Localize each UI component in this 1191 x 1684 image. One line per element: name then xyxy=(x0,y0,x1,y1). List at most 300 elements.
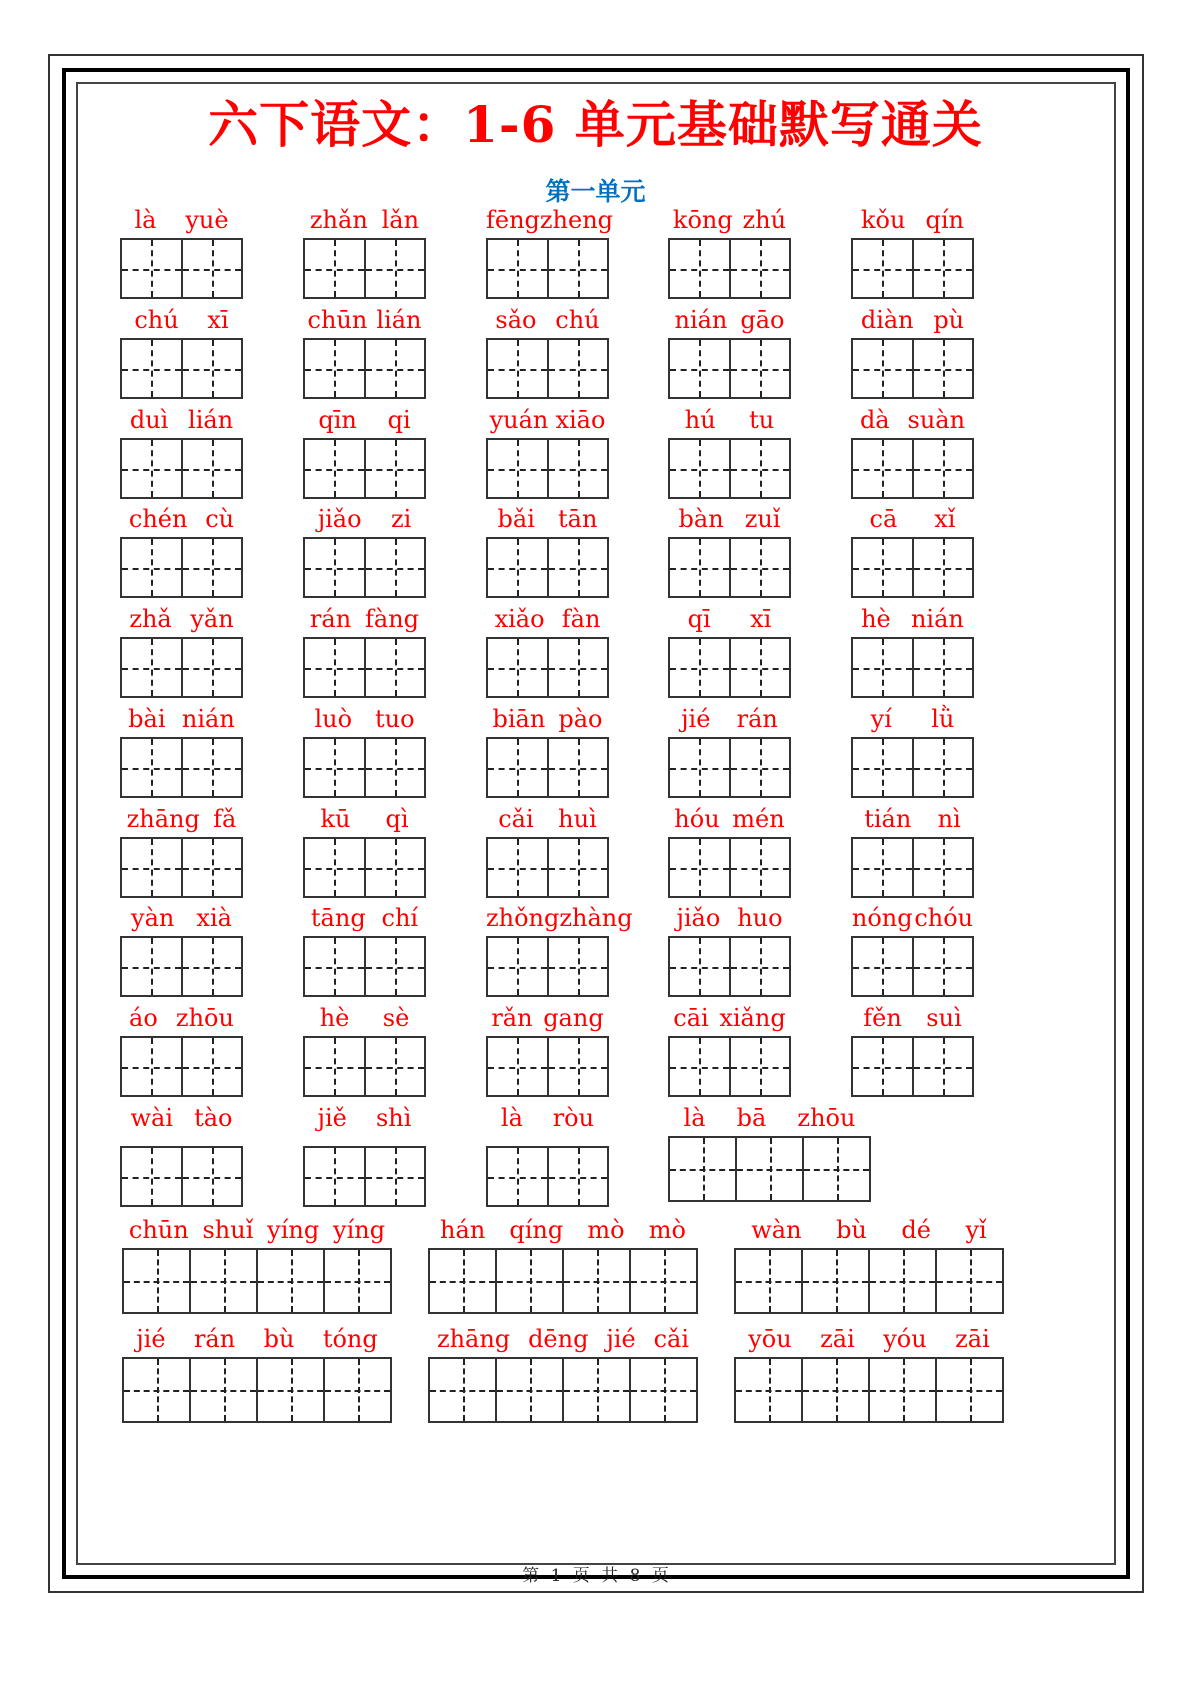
pinyin-syllable: jié xyxy=(606,1325,636,1353)
writing-cell[interactable] xyxy=(305,639,366,696)
writing-cell[interactable] xyxy=(670,1038,731,1095)
writing-cell[interactable] xyxy=(564,1250,631,1312)
pinyin-label xyxy=(303,204,426,236)
writing-cell[interactable] xyxy=(122,440,183,497)
writing-cell[interactable] xyxy=(731,938,790,995)
writing-cell[interactable] xyxy=(305,1148,366,1205)
pinyin-syllable: cǎi xyxy=(498,805,534,833)
writing-cell[interactable] xyxy=(670,539,731,596)
tianzige-grid xyxy=(122,1357,392,1423)
pinyin-syllable: hán xyxy=(440,1216,486,1244)
pinyin-label xyxy=(120,404,243,436)
pinyin-label xyxy=(122,1323,392,1355)
writing-cell[interactable] xyxy=(488,440,549,497)
writing-cell[interactable] xyxy=(736,1250,803,1312)
writing-cell[interactable] xyxy=(305,938,366,995)
pinyin-syllable: fǎ xyxy=(213,805,237,833)
pinyin-syllable: xiǎo xyxy=(494,605,545,633)
writing-cell[interactable] xyxy=(853,839,914,896)
pinyin-syllable: qī xyxy=(687,605,711,633)
writing-cell[interactable] xyxy=(870,1359,937,1421)
tianzige-grid xyxy=(734,1248,1004,1314)
pinyin-label xyxy=(486,803,609,835)
writing-cell[interactable] xyxy=(366,839,425,896)
tianzige-grid xyxy=(668,438,791,499)
pinyin-syllable: lǜ xyxy=(931,705,955,733)
pinyin-syllable: mò xyxy=(648,1216,686,1244)
pinyin-label xyxy=(851,304,974,336)
writing-cell[interactable] xyxy=(122,839,183,896)
writing-cell[interactable] xyxy=(183,1148,242,1205)
tianzige-grid xyxy=(303,238,426,299)
writing-cell[interactable] xyxy=(549,340,608,397)
writing-cell[interactable] xyxy=(183,839,242,896)
pinyin-label xyxy=(120,603,243,635)
writing-cell[interactable] xyxy=(731,639,790,696)
pinyin-syllable: tóng xyxy=(322,1325,378,1353)
pinyin-syllable: xià xyxy=(196,904,232,932)
writing-cell[interactable] xyxy=(731,839,790,896)
writing-cell[interactable] xyxy=(803,1359,870,1421)
writing-cell[interactable] xyxy=(804,1138,869,1200)
pinyin-label xyxy=(668,603,791,635)
tianzige-grid xyxy=(668,1136,871,1202)
pinyin-label xyxy=(668,304,791,336)
pinyin-syllable: dà xyxy=(859,406,890,434)
pinyin-syllable: tān xyxy=(558,505,598,533)
pinyin-syllable: kū xyxy=(320,805,351,833)
pinyin-label xyxy=(668,204,791,236)
pinyin-syllable: zāi xyxy=(955,1325,990,1353)
writing-cell[interactable] xyxy=(122,639,183,696)
writing-cell[interactable] xyxy=(488,240,549,297)
pinyin-syllable: zheng xyxy=(539,206,614,234)
writing-cell[interactable] xyxy=(183,639,242,696)
pinyin-syllable: gang xyxy=(543,1004,604,1032)
pinyin-syllable: zhú xyxy=(742,206,787,234)
writing-cell[interactable] xyxy=(430,1250,497,1312)
pinyin-label xyxy=(668,803,791,835)
pinyin-syllable: zāi xyxy=(820,1325,855,1353)
writing-cell[interactable] xyxy=(853,539,914,596)
writing-cell[interactable] xyxy=(191,1359,258,1421)
tianzige-grid xyxy=(851,338,974,399)
pinyin-label xyxy=(120,1102,243,1134)
pinyin-label xyxy=(486,204,614,236)
pinyin-syllable: yóu xyxy=(883,1325,927,1353)
pinyin-syllable: diàn xyxy=(860,306,914,334)
writing-cell[interactable] xyxy=(488,340,549,397)
pinyin-label xyxy=(486,703,609,735)
writing-cell[interactable] xyxy=(325,1359,390,1421)
pinyin-syllable: yíng xyxy=(333,1216,386,1244)
writing-cell[interactable] xyxy=(564,1359,631,1421)
writing-cell[interactable] xyxy=(670,440,731,497)
tianzige-grid xyxy=(428,1248,698,1314)
writing-cell[interactable] xyxy=(183,240,242,297)
pinyin-label xyxy=(120,1002,243,1034)
writing-cell[interactable] xyxy=(430,1359,497,1421)
pinyin-syllable: kōng xyxy=(672,206,733,234)
tianzige-grid xyxy=(120,1146,243,1207)
pinyin-label xyxy=(120,204,243,236)
writing-cell[interactable] xyxy=(488,938,549,995)
pinyin-syllable: bù xyxy=(263,1325,295,1353)
pinyin-syllable: bù xyxy=(836,1216,867,1244)
pinyin-syllable: qīn xyxy=(318,406,357,434)
tianzige-grid xyxy=(303,737,426,798)
pinyin-syllable: lián xyxy=(188,406,234,434)
writing-cell[interactable] xyxy=(670,240,731,297)
tianzige-grid xyxy=(120,438,243,499)
writing-cell[interactable] xyxy=(914,938,973,995)
pinyin-syllable: wàn xyxy=(751,1216,802,1244)
writing-cell[interactable] xyxy=(914,739,973,796)
writing-cell[interactable] xyxy=(853,1038,914,1095)
pinyin-syllable: yōu xyxy=(748,1325,792,1353)
writing-cell[interactable] xyxy=(366,938,425,995)
writing-cell[interactable] xyxy=(549,1038,608,1095)
pinyin-syllable: jiǎo xyxy=(317,505,362,533)
pinyin-syllable: mén xyxy=(732,805,785,833)
pinyin-label xyxy=(486,902,633,934)
pinyin-syllable: xǐ xyxy=(934,505,956,533)
pinyin-label xyxy=(303,304,426,336)
pinyin-label xyxy=(734,1323,1004,1355)
writing-cell[interactable] xyxy=(124,1359,191,1421)
writing-cell[interactable] xyxy=(305,839,366,896)
writing-cell[interactable] xyxy=(670,938,731,995)
pinyin-label xyxy=(851,803,974,835)
pinyin-syllable: zhǎn xyxy=(309,206,368,234)
pinyin-syllable: tián xyxy=(864,805,912,833)
pinyin-syllable: zhǎ xyxy=(129,605,172,633)
writing-cell[interactable] xyxy=(305,440,366,497)
tianzige-grid xyxy=(122,1248,392,1314)
pinyin-syllable: sǎo xyxy=(495,306,537,334)
pinyin-syllable: mò xyxy=(587,1216,625,1244)
pinyin-label xyxy=(120,803,243,835)
tianzige-grid xyxy=(486,936,609,997)
pinyin-syllable: bā xyxy=(736,1104,767,1132)
pinyin-syllable: hè xyxy=(861,605,891,633)
pinyin-syllable: gāo xyxy=(740,306,785,334)
pinyin-label xyxy=(486,603,609,635)
pinyin-label xyxy=(122,1214,392,1246)
writing-cell[interactable] xyxy=(122,938,183,995)
pinyin-syllable: hè xyxy=(319,1004,350,1032)
writing-cell[interactable] xyxy=(731,539,790,596)
writing-cell[interactable] xyxy=(122,340,183,397)
writing-cell[interactable] xyxy=(549,938,608,995)
tianzige-grid xyxy=(486,1036,609,1097)
pinyin-syllable: cāi xyxy=(673,1004,709,1032)
pinyin-label xyxy=(120,902,243,934)
writing-cell[interactable] xyxy=(549,739,608,796)
writing-cell[interactable] xyxy=(122,739,183,796)
pinyin-syllable: cǎi xyxy=(653,1325,689,1353)
tianzige-grid xyxy=(486,238,609,299)
pinyin-syllable: xī xyxy=(750,605,772,633)
writing-cell[interactable] xyxy=(549,539,608,596)
pinyin-syllable: dēng xyxy=(528,1325,589,1353)
pinyin-syllable: jiǎo xyxy=(676,904,721,932)
writing-cell[interactable] xyxy=(914,440,973,497)
tianzige-grid xyxy=(120,338,243,399)
pinyin-label xyxy=(486,304,609,336)
writing-cell[interactable] xyxy=(488,1148,549,1205)
pinyin-syllable: chú xyxy=(555,306,600,334)
pinyin-syllable: chūn xyxy=(307,306,368,334)
pinyin-syllable: fēng xyxy=(486,206,540,234)
page-footer: 第 1 页 共 8 页 xyxy=(522,1566,669,1586)
writing-cell[interactable] xyxy=(497,1250,564,1312)
pinyin-syllable: chú xyxy=(134,306,179,334)
pinyin-syllable: zhōu xyxy=(797,1104,856,1132)
pinyin-label xyxy=(303,703,426,735)
writing-cell[interactable] xyxy=(325,1250,390,1312)
writing-cell[interactable] xyxy=(366,539,425,596)
tianzige-grid xyxy=(303,837,426,898)
writing-cell[interactable] xyxy=(736,1359,803,1421)
writing-cell[interactable] xyxy=(497,1359,564,1421)
tianzige-grid xyxy=(851,238,974,299)
pinyin-label xyxy=(486,404,609,436)
pinyin-syllable: chén xyxy=(128,505,188,533)
tianzige-grid xyxy=(120,537,243,598)
writing-cell[interactable] xyxy=(366,1038,425,1095)
pinyin-syllable: yíng xyxy=(267,1216,320,1244)
writing-cell[interactable] xyxy=(305,1038,366,1095)
writing-cell[interactable] xyxy=(183,340,242,397)
writing-cell[interactable] xyxy=(853,440,914,497)
pinyin-syllable: cā xyxy=(869,505,898,533)
pinyin-label xyxy=(303,404,426,436)
pinyin-syllable: biān xyxy=(492,705,546,733)
writing-cell[interactable] xyxy=(549,240,608,297)
writing-cell[interactable] xyxy=(731,739,790,796)
pinyin-label xyxy=(851,603,974,635)
pinyin-syllable: xiǎng xyxy=(719,1004,786,1032)
pinyin-syllable: nì xyxy=(937,805,961,833)
tianzige-grid xyxy=(851,936,974,997)
pinyin-syllable: jiě xyxy=(317,1104,347,1132)
writing-cell[interactable] xyxy=(122,1038,183,1095)
tianzige-grid xyxy=(486,637,609,698)
pinyin-syllable: fàn xyxy=(561,605,601,633)
pinyin-syllable: luò xyxy=(314,705,353,733)
tianzige-grid xyxy=(120,936,243,997)
pinyin-syllable: là xyxy=(500,1104,523,1132)
writing-cell[interactable] xyxy=(366,340,425,397)
pinyin-label xyxy=(303,1102,426,1134)
writing-cell[interactable] xyxy=(853,739,914,796)
tianzige-grid xyxy=(303,1146,426,1207)
writing-cell[interactable] xyxy=(183,739,242,796)
writing-cell[interactable] xyxy=(853,938,914,995)
writing-cell[interactable] xyxy=(488,1038,549,1095)
writing-cell[interactable] xyxy=(258,1359,325,1421)
writing-cell[interactable] xyxy=(670,1138,737,1200)
tianzige-grid xyxy=(303,637,426,698)
pinyin-syllable: yàn xyxy=(131,904,175,932)
writing-cell[interactable] xyxy=(853,340,914,397)
writing-cell[interactable] xyxy=(366,440,425,497)
pinyin-syllable: suàn xyxy=(907,406,966,434)
writing-cell[interactable] xyxy=(366,739,425,796)
pinyin-label xyxy=(668,503,791,535)
writing-cell[interactable] xyxy=(870,1250,937,1312)
pinyin-syllable: zuǐ xyxy=(744,505,781,533)
tianzige-grid xyxy=(120,837,243,898)
writing-cell[interactable] xyxy=(937,1359,1002,1421)
writing-cell[interactable] xyxy=(122,240,183,297)
writing-cell[interactable] xyxy=(488,639,549,696)
writing-cell[interactable] xyxy=(488,739,549,796)
tianzige-grid xyxy=(851,637,974,698)
writing-cell[interactable] xyxy=(366,1148,425,1205)
pinyin-syllable: jié xyxy=(681,705,711,733)
pinyin-syllable: chóu xyxy=(914,904,974,932)
writing-cell[interactable] xyxy=(631,1359,696,1421)
tianzige-grid xyxy=(486,737,609,798)
pinyin-syllable: shuǐ xyxy=(202,1216,254,1244)
writing-cell[interactable] xyxy=(937,1250,1002,1312)
writing-cell[interactable] xyxy=(488,839,549,896)
tianzige-grid xyxy=(120,737,243,798)
writing-cell[interactable] xyxy=(670,839,731,896)
pinyin-syllable: chūn xyxy=(128,1216,189,1244)
writing-cell[interactable] xyxy=(183,539,242,596)
pinyin-label xyxy=(486,1102,609,1134)
pinyin-syllable: yuán xyxy=(489,406,549,434)
pinyin-syllable: shì xyxy=(375,1104,412,1132)
pinyin-syllable: lián xyxy=(376,306,422,334)
pinyin-label xyxy=(851,902,974,934)
tianzige-grid xyxy=(668,737,791,798)
writing-cell[interactable] xyxy=(122,1148,183,1205)
pinyin-label xyxy=(734,1214,1004,1246)
writing-cell[interactable] xyxy=(914,340,973,397)
writing-cell[interactable] xyxy=(731,240,790,297)
tianzige-grid xyxy=(303,936,426,997)
pinyin-syllable: dé xyxy=(901,1216,931,1244)
writing-cell[interactable] xyxy=(549,639,608,696)
pinyin-label xyxy=(851,703,974,735)
writing-cell[interactable] xyxy=(914,240,973,297)
pinyin-label xyxy=(303,803,426,835)
writing-cell[interactable] xyxy=(549,1148,608,1205)
writing-cell[interactable] xyxy=(853,240,914,297)
pinyin-syllable: kǒu xyxy=(861,206,906,234)
pinyin-label xyxy=(851,503,974,535)
writing-cell[interactable] xyxy=(183,1038,242,1095)
writing-cell[interactable] xyxy=(631,1250,696,1312)
writing-cell[interactable] xyxy=(853,639,914,696)
pinyin-syllable: zhāng xyxy=(436,1325,511,1353)
tianzige-grid xyxy=(303,1036,426,1097)
tianzige-grid xyxy=(851,1036,974,1097)
pinyin-syllable: wài xyxy=(130,1104,174,1132)
tianzige-grid xyxy=(303,537,426,598)
pinyin-label xyxy=(303,503,426,535)
pinyin-syllable: qì xyxy=(385,805,409,833)
writing-cell[interactable] xyxy=(914,1038,973,1095)
pinyin-syllable: yuè xyxy=(185,206,229,234)
writing-cell[interactable] xyxy=(914,839,973,896)
writing-cell[interactable] xyxy=(183,440,242,497)
tianzige-grid xyxy=(668,1036,791,1097)
writing-cell[interactable] xyxy=(731,1038,790,1095)
writing-cell[interactable] xyxy=(803,1250,870,1312)
writing-cell[interactable] xyxy=(549,839,608,896)
writing-cell[interactable] xyxy=(731,340,790,397)
tianzige-grid xyxy=(851,737,974,798)
writing-cell[interactable] xyxy=(122,539,183,596)
pinyin-label xyxy=(486,503,609,535)
writing-cell[interactable] xyxy=(737,1138,804,1200)
writing-cell[interactable] xyxy=(305,539,366,596)
tianzige-grid xyxy=(428,1357,698,1423)
pinyin-syllable: là xyxy=(683,1104,706,1132)
pinyin-label xyxy=(303,603,426,635)
writing-cell[interactable] xyxy=(670,739,731,796)
pinyin-label xyxy=(428,1214,698,1246)
writing-cell[interactable] xyxy=(914,639,973,696)
pinyin-syllable: bài xyxy=(128,705,166,733)
pinyin-syllable: pù xyxy=(933,306,965,334)
pinyin-syllable: yǐ xyxy=(965,1216,987,1244)
writing-cell[interactable] xyxy=(191,1250,258,1312)
tianzige-grid xyxy=(486,1146,609,1207)
writing-cell[interactable] xyxy=(258,1250,325,1312)
pinyin-label xyxy=(668,404,791,436)
pinyin-syllable: fěn xyxy=(863,1004,902,1032)
pinyin-label xyxy=(851,1002,974,1034)
writing-cell[interactable] xyxy=(488,539,549,596)
pinyin-label xyxy=(851,404,974,436)
pinyin-syllable: nián xyxy=(910,605,964,633)
pinyin-syllable: cù xyxy=(205,505,235,533)
pinyin-syllable: zhāng xyxy=(126,805,200,833)
tianzige-grid xyxy=(851,438,974,499)
writing-cell[interactable] xyxy=(670,340,731,397)
writing-cell[interactable] xyxy=(914,539,973,596)
writing-cell[interactable] xyxy=(366,639,425,696)
writing-cell[interactable] xyxy=(305,240,366,297)
writing-cell[interactable] xyxy=(305,739,366,796)
writing-cell[interactable] xyxy=(366,240,425,297)
tianzige-grid xyxy=(486,438,609,499)
writing-cell[interactable] xyxy=(549,440,608,497)
writing-cell[interactable] xyxy=(731,440,790,497)
pinyin-syllable: rán xyxy=(193,1325,236,1353)
pinyin-label xyxy=(851,204,974,236)
writing-cell[interactable] xyxy=(670,639,731,696)
pinyin-syllable: hóu xyxy=(674,805,720,833)
writing-cell[interactable] xyxy=(183,938,242,995)
pinyin-syllable: zhōu xyxy=(175,1004,234,1032)
pinyin-syllable: fàng xyxy=(365,605,420,633)
tianzige-grid xyxy=(734,1357,1004,1423)
writing-cell[interactable] xyxy=(305,340,366,397)
pinyin-syllable: lǎn xyxy=(381,206,420,234)
pinyin-syllable: nóng xyxy=(851,904,913,932)
tianzige-grid xyxy=(486,338,609,399)
writing-cell[interactable] xyxy=(124,1250,191,1312)
unit-heading: 第一单元 xyxy=(545,177,646,206)
tianzige-grid xyxy=(668,238,791,299)
